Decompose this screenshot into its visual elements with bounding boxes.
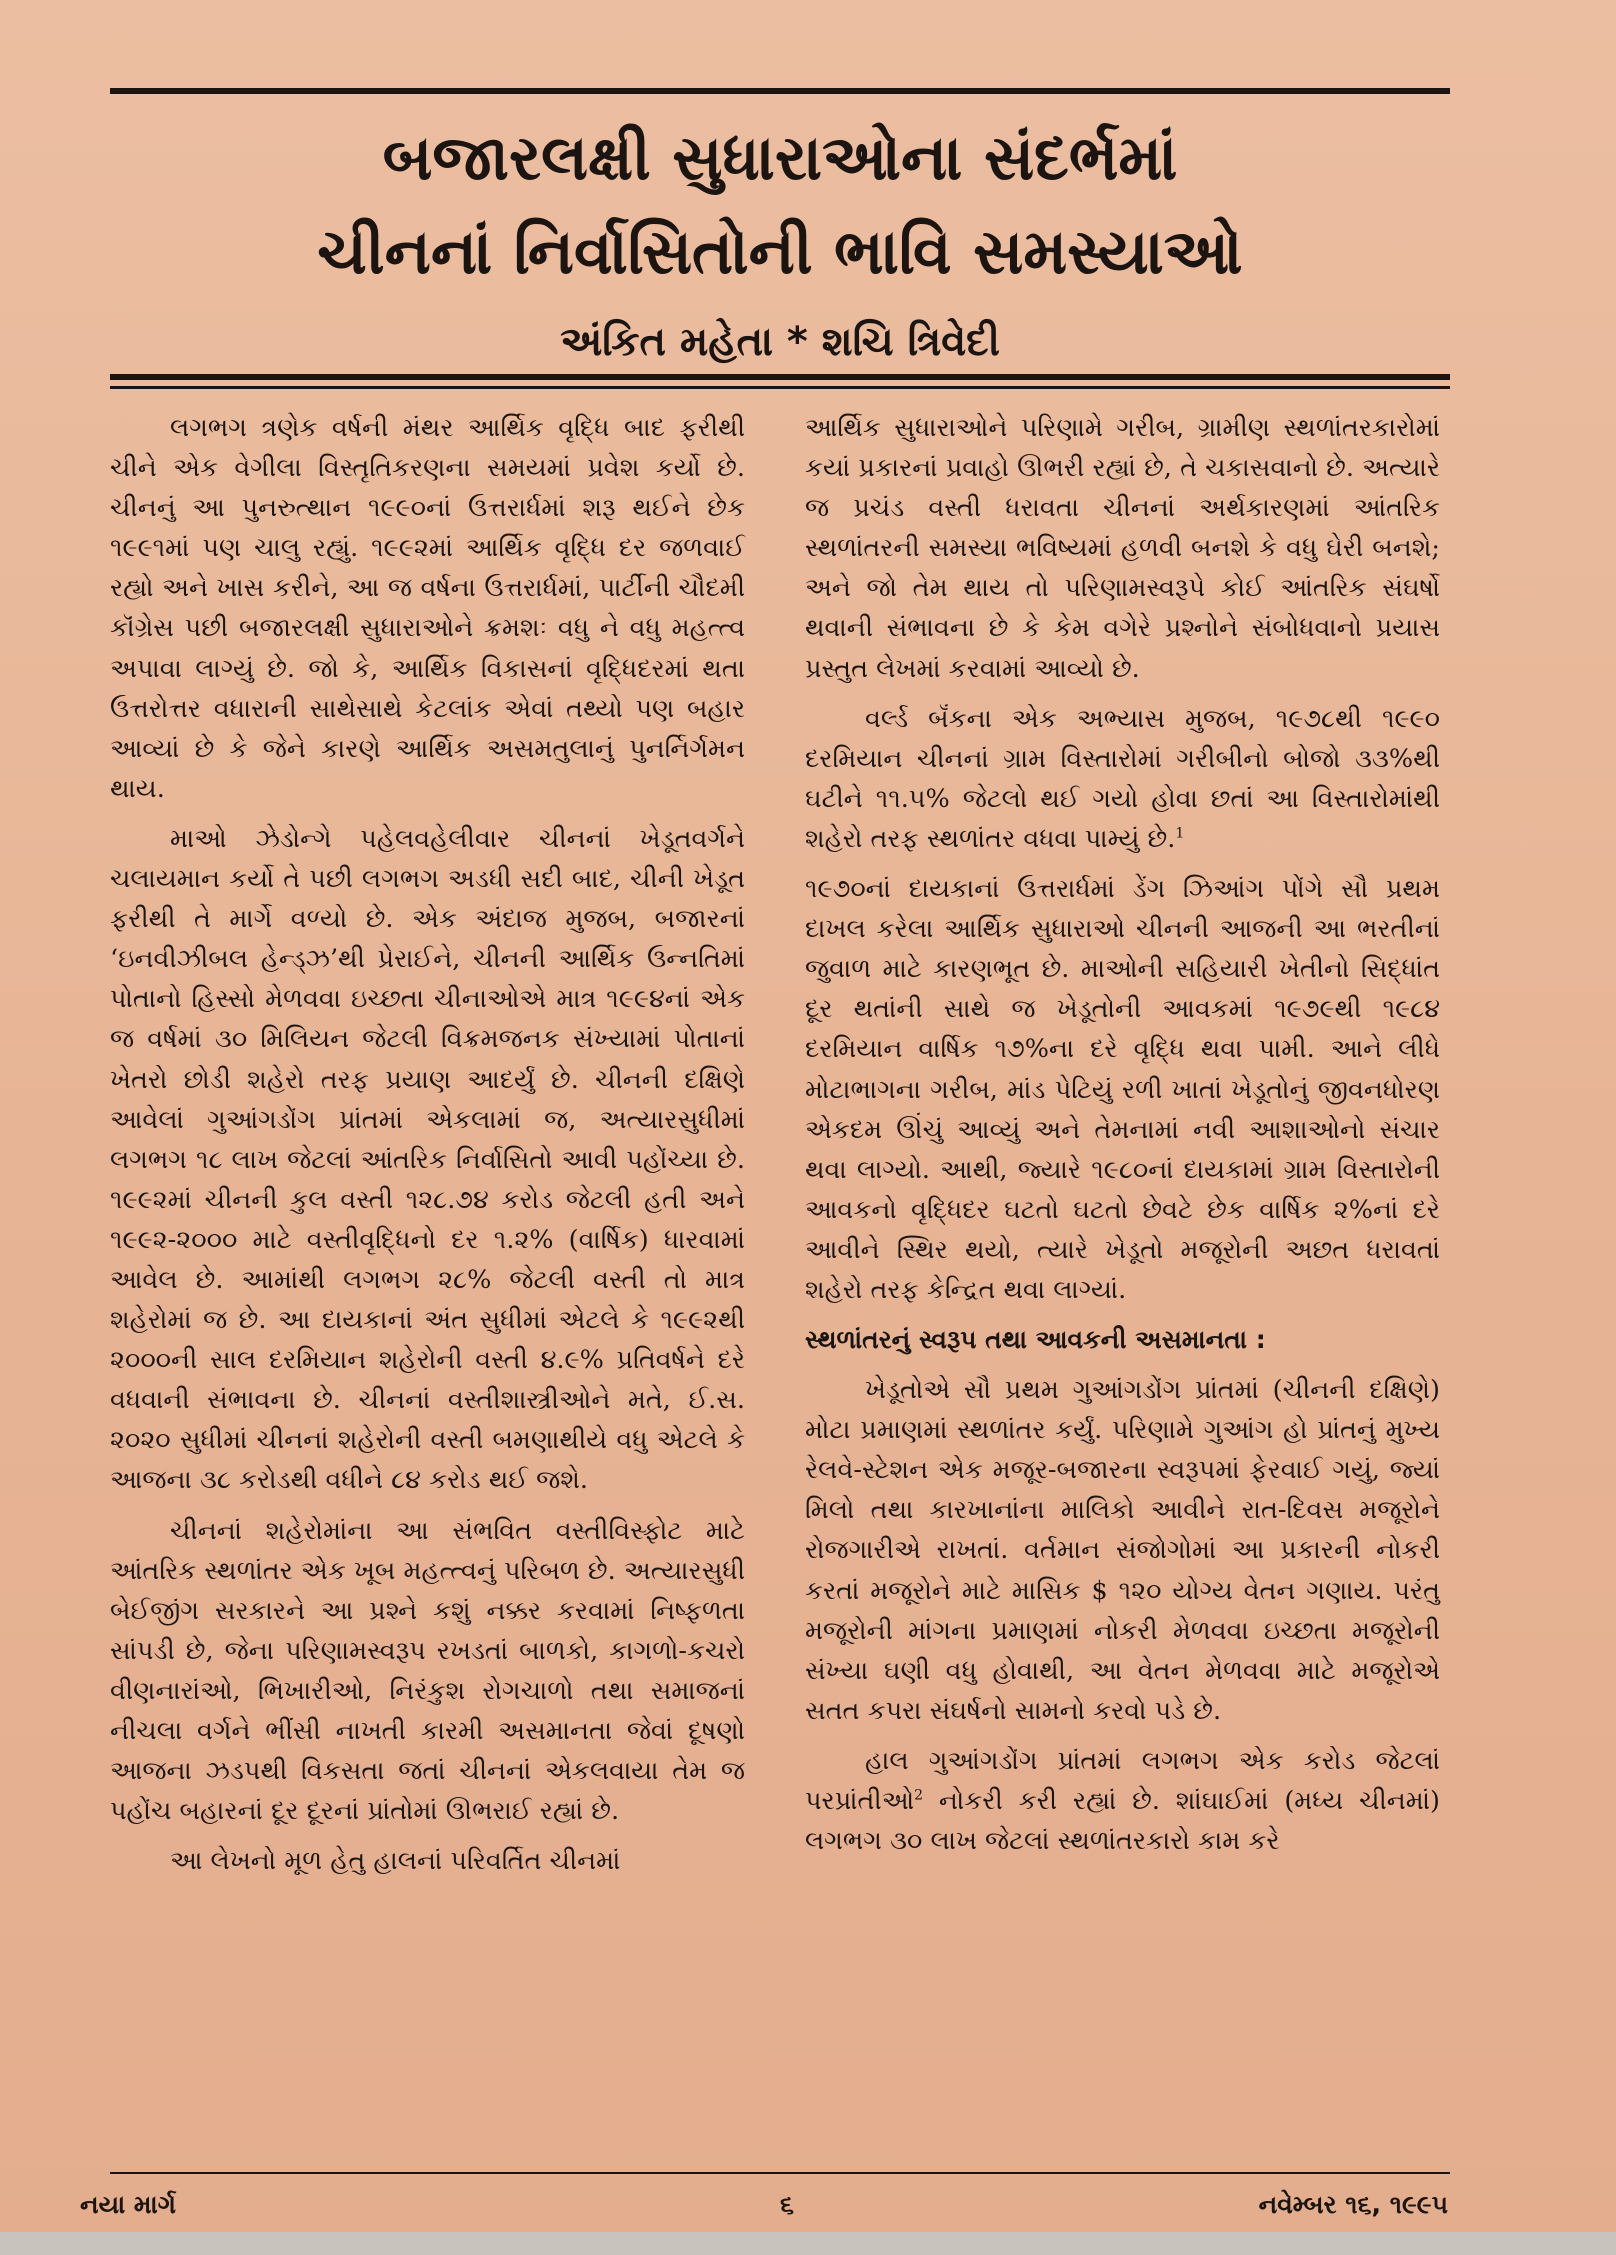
paragraph xyxy=(805,1741,1440,1861)
footnote-marker: 2 xyxy=(914,1787,924,1804)
paragraph-text: હાલ ગુઆંગડોંગ પ્રાંતમાં લગભગ એક કરોડ જેટલાં પરપ્રાંતીઓ xyxy=(805,1745,1440,1816)
footer-page-number: ૬ xyxy=(780,2190,795,2219)
paragraph-text: વર્લ્ડ બૅંકના એક અભ્યાસ મુજબ, ૧૯૭૮થી ૧૯૯૦ દરમિયાન ચીનનાં ગ્રામ વિસ્તારોમાં ગરીબીનો બોજો ૩૩%થી ઘટીને ૧૧.૫% જેટલો થઈ ગયો હોવા છતાં આ વિસ્તારોમાંથી શહેરો તરફ સ્થળાંતર વધવા પામ્યું છે. xyxy=(805,703,1440,854)
article-title-line1: બજારલક્ષી સુધારાઓના સંદર્ભમાં xyxy=(382,121,1178,194)
header-rule-thin xyxy=(110,386,1450,389)
footer-date: નવેમ્બર ૧૬, ૧૯૯૫ xyxy=(1258,2190,1448,2219)
scan-edge xyxy=(0,2232,1616,2255)
paragraph: આ લેખનો મૂળ હેતુ હાલનાં પરિવર્તિત ચીનમાં xyxy=(170,1846,621,1877)
paragraph: ૧૯૭૦નાં દાયકાનાં ઉત્તરાર્ધમાં ડેંગ ઝિઆંગ પોંગે સૌ પ્રથમ દાખલ કરેલા આર્થિક સુધારાઓ ચીનની આજની આ ભરતીનાં જુવાળ માટે કારણભૂત છે. માઓની સહિયારી ખેતીનો સિદ્ધાંત દૂર થતાંની સાથે જ ખેડૂતોની આવકમાં ૧૯૭૯થી ૧૯૮૪ દરમિયાન વાર્ષિક ૧૭%ના દરે વૃદ્ધિ થવા પામી. આને લીધે મોટાભાગના ગરીબ, માંડ પેટિયું રળી ખાતાં ખેડૂતોનું જીવનધોરણ એકદમ ઊંચું આવ્યું અને તેમનામાં નવી આશાઓનો સંચાર થવા લાગ્યો. આથી, જ્યારે ૧૯૮૦નાં દાયકામાં ગ્રામ વિસ્તારોની આવકનો વૃદ્ધિદર ઘટતો ઘટતો છેવટે છેક વાર્ષિક ૨%નાં દરે આવીને સ્થિર થયો, ત્યારે ખેડૂતો મજૂરોની અછત ધરાવતાં શહેરો તરફ કેન્દ્રિત થવા લાગ્યાં. xyxy=(805,874,1440,1305)
left-column xyxy=(110,408,745,1891)
top-rule xyxy=(110,88,1450,94)
paragraph: લગભગ ત્રણેક વર્ષની મંથર આર્થિક વૃદ્ધિ બાદ ફરીથી ચીને એક વેગીલા વિસ્તૃતિકરણના સમયમાં પ્રવેશ કર્યો છે. ચીનનું આ પુનરુત્થાન ૧૯૯૦નાં ઉત્તરાર્ધમાં શરૂ થઈને છેક ૧૯૯૧માં પણ ચાલુ રહ્યું. ૧૯૯૨માં આર્થિક વૃદ્ધિ દર જળવાઈ રહ્યો અને ખાસ કરીને, આ જ વર્ષના ઉત્તરાર્ધમાં, પાર્ટીની ચૌદમી કૉંગ્રેસ પછી બજારલક્ષી સુધારાઓને ક્રમશઃ વધુ ને વધુ મહત્ત્વ અપાવા લાગ્યું છે. જો કે, આર્થિક વિકાસનાં વૃદ્ધિદરમાં થતા ઉત્તરોત્તર વધારાની સાથેસાથે કેટલાંક એવાં તથ્યો પણ બહાર આવ્યાં છે કે જેને કારણે આર્થિક અસમતુલાનું પુનર્નિર્ગમન થાય. xyxy=(110,413,745,804)
footer-rule xyxy=(110,2172,1450,2174)
paragraph: ચીનનાં શહેરોમાંના આ સંભવિત વસ્તીવિસ્ફોટ માટે આંતરિક સ્થળાંતર એક ખૂબ મહત્ત્વનું પરિબળ છે. અત્યારસુધી બેઈજીંગ સરકારને આ પ્રશ્ને કશું નક્કર કરવામાં નિષ્ફળતા સાંપડી છે, જેના પરિણામસ્વરૂપ રખડતાં બાળકો, કાગળો-કચરો વીણનારાંઓ, ભિખારીઓ, નિરંકુશ રોગચાળો તથા સમાજનાં નીચલા વર્ગને ભીંસી નાખતી કારમી અસમાનતા જેવાં દૂષણો આજના ઝડપથી વિકસતા જતાં ચીનનાં એકલવાયા તેમ જ પહોંચ બહારનાં દૂર દૂરનાં પ્રાંતોમાં ઊભરાઈ રહ્યાં છે. xyxy=(110,1515,745,1827)
paragraph-text: નોકરી કરી રહ્યાં છે. શાંઘાઈમાં (મધ્ય ચીનમાં) લગભગ ૩૦ લાખ જેટલાં સ્થળાંતરકારો કામ કરે xyxy=(805,1786,1440,1857)
article-authors: અંકિત મહેતા * શચિ ત્રિવેદી xyxy=(560,319,1000,365)
paragraph: માઓ ઝેડોન્ગે પહેલવહેલીવાર ચીનનાં ખેડૂતવર્ગને ચલાયમાન કર્યો તે પછી લગભગ અડધી સદી બાદ, ચીની ખેડૂત ફરીથી તે માર્ગે વળ્યો છે. એક અંદાજ મુજબ, બજારનાં ‘ઇનવીઝીબલ હેન્ડ્ઝ’થી પ્રેરાઈને, ચીનની આર્થિક ઉન્નતિમાં પોતાનો હિસ્સો મેળવવા ઇચ્છતા ચીનાઓએ માત્ર ૧૯૯૪નાં એક જ વર્ષમાં ૩૦ મિલિયન જેટલી વિક્રમજનક સંખ્યામાં પોતાનાં ખેતરો છોડી શહેરો તરફ પ્રયાણ આદર્યું છે. ચીનની દક્ષિણે આવેલાં ગુઆંગડોંગ પ્રાંતમાં એકલામાં જ, અત્યારસુધીમાં લગભગ ૧૮ લાખ જેટલાં આંતરિક નિર્વાસિતો આવી પહોંચ્યા છે. ૧૯૯૨માં ચીનની કુલ વસ્તી ૧૨૮.૭૪ કરોડ જેટલી હતી અને ૧૯૯૨-૨૦૦૦ માટે વસ્તીવૃદ્ધિનો દર ૧.૨% (વાર્ષિક) ધારવામાં આવેલ છે. આમાંથી લગભગ ૨૮% જેટલી વસ્તી તો માત્ર શહેરોમાં જ છે. આ દાયકાનાં અંત સુધીમાં એટલે કે ૧૯૯૨થી ૨૦૦૦ની સાલ દરમિયાન શહેરોની વસ્તી ૪.૯% પ્રતિવર્ષને દરે વધવાની સંભાવના છે. ચીનનાં વસ્તીશાસ્ત્રીઓને મતે, ઈ.સ. ૨૦૨૦ સુધીમાં ચીનનાં શહેરોની વસ્તી બમણાથીયે વધુ એટલે કે આજના ૩૮ કરોડથી વધીને ૮૪ કરોડ થઈ જશે. xyxy=(110,823,745,1496)
header-rule-thick xyxy=(110,374,1450,380)
article-title-line2: ચીનનાં નિર્વાસિતોની ભાવિ સમસ્યાઓ xyxy=(317,215,1243,288)
right-column xyxy=(805,408,1440,1871)
paragraph: ખેડૂતોએ સૌ પ્રથમ ગુઆંગડોંગ પ્રાંતમાં (ચીનની દક્ષિણે) મોટા પ્રમાણમાં સ્થળાંતર કર્યું. પરિણામે ગુઆંગ હો પ્રાંતનું મુખ્ય રેલવે-સ્ટેશન એક મજૂર-બજારના સ્વરૂપમાં ફેરવાઈ ગયું, જ્યાં મિલો તથા કારખાનાંના માલિકો આવીને રાત-દિવસ મજૂરોને રોજગારીએ રાખતાં. વર્તમાન સંજોગોમાં આ પ્રકારની નોકરી કરતાં મજૂરોને માટે માસિક $ ૧૨૦ યોગ્ય વેતન ગણાય. પરંતુ મજૂરોની માંગના પ્રમાણમાં નોકરી મેળવવા ઇચ્છતા મજૂરોની સંખ્યા ઘણી વધુ હોવાથી, આ વેતન મેળવવા માટે મજૂરોએ સતત કપરા સંઘર્ષનો સામનો કરવો પડે છે. xyxy=(805,1375,1440,1726)
section-heading: સ્થળાંતરનું સ્વરૂપ તથા આવકની અસમાનતા : xyxy=(805,1325,1266,1355)
footer-magazine-name: નયા માર્ગ xyxy=(80,2190,176,2219)
footnote-marker: 1 xyxy=(1175,825,1185,842)
paragraph xyxy=(805,699,1440,859)
paragraph: આર્થિક સુધારાઓને પરિણામે ગરીબ, ગ્રામીણ સ્થળાંતરકારોમાં કયાં પ્રકારનાં પ્રવાહો ઊભરી રહ્યાં છે, તે ચકાસવાનો છે. અત્યારે જ પ્રચંડ વસ્તી ધરાવતા ચીનનાં અર્થકારણમાં આંતરિક સ્થળાંતરની સમસ્યા ભવિષ્યમાં હળવી બનશે કે વધુ ઘેરી બનશે; અને જો તેમ થાય તો પરિણામસ્વરૂપે કોઈ આંતરિક સંઘર્ષો થવાની સંભાવના છે કે કેમ વગેરે પ્રશ્નોને સંબોધવાનો પ્રયાસ પ્રસ્તુત લેખમાં કરવામાં આવ્યો છે. xyxy=(805,413,1440,684)
